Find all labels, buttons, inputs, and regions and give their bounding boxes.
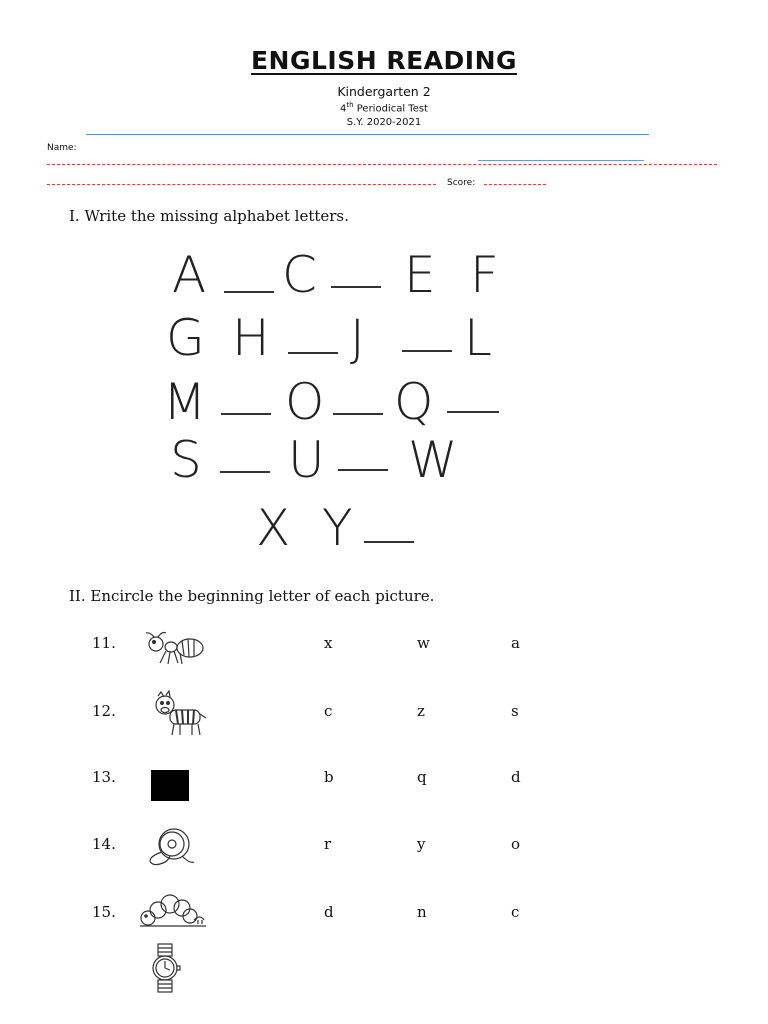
- letter-l: L: [464, 309, 492, 367]
- name-label: Name:: [47, 143, 77, 153]
- blank-k[interactable]: [402, 350, 452, 352]
- letter-e: E: [404, 246, 436, 304]
- blank-b[interactable]: [224, 291, 274, 293]
- section1-instruction: I. Write the missing alphabet letters.: [69, 207, 349, 225]
- option-letter[interactable]: d: [511, 768, 521, 786]
- blank-d[interactable]: [331, 286, 381, 288]
- item-number: 14.: [92, 835, 116, 853]
- item-number: 13.: [92, 768, 116, 786]
- option-letter[interactable]: w: [417, 634, 430, 652]
- option-letter[interactable]: x: [324, 634, 333, 652]
- caterpillar-icon: [136, 890, 210, 932]
- score-label: Score:: [447, 178, 476, 188]
- letter-y: Y: [322, 499, 353, 557]
- blank-r[interactable]: [447, 411, 499, 413]
- name-underline: [478, 160, 644, 161]
- letter-q: Q: [394, 373, 434, 431]
- page-title: ENGLISH READING: [250, 46, 518, 75]
- blank-t[interactable]: [220, 471, 270, 473]
- option-letter[interactable]: r: [324, 835, 332, 853]
- score-line[interactable]: [484, 184, 546, 185]
- letter-f: F: [470, 246, 499, 304]
- letter-m: M: [163, 373, 207, 431]
- option-letter[interactable]: c: [511, 903, 520, 921]
- school-year: S.Y. 2020-2021: [346, 117, 422, 128]
- test-name: 4th Periodical Test: [340, 101, 428, 115]
- option-letter[interactable]: d: [324, 903, 334, 921]
- option-letter[interactable]: n: [417, 903, 427, 921]
- letter-s: S: [170, 431, 202, 489]
- letter-w: W: [408, 431, 458, 489]
- letter-g: G: [166, 309, 205, 367]
- option-letter[interactable]: b: [324, 768, 334, 786]
- separator-line: [47, 184, 436, 185]
- letter-a: A: [172, 246, 207, 304]
- name-line[interactable]: [47, 164, 717, 165]
- item-number: 11.: [92, 634, 116, 652]
- yoyo-icon: [146, 826, 198, 868]
- option-letter[interactable]: o: [511, 835, 521, 853]
- ant-icon: [140, 630, 206, 668]
- option-letter[interactable]: a: [511, 634, 520, 652]
- watch-icon: [148, 942, 182, 994]
- blank-n[interactable]: [221, 413, 271, 415]
- item-number: 15.: [92, 903, 116, 921]
- letter-c: C: [282, 246, 317, 304]
- letter-j: J: [350, 309, 365, 367]
- header-divider: [86, 134, 649, 135]
- section2-instruction: II. Encircle the beginning letter of each picture.: [69, 587, 435, 605]
- blank-p[interactable]: [333, 413, 383, 415]
- letter-u: U: [288, 431, 325, 489]
- blank-z[interactable]: [364, 541, 414, 543]
- grade-level: Kindergarten 2: [337, 84, 431, 99]
- letter-h: H: [232, 309, 270, 367]
- blank-i[interactable]: [288, 352, 338, 354]
- letter-o: O: [285, 373, 325, 431]
- option-letter[interactable]: c: [324, 702, 333, 720]
- item-number: 12.: [92, 702, 116, 720]
- option-letter[interactable]: q: [417, 768, 427, 786]
- option-letter[interactable]: z: [417, 702, 425, 720]
- black-box-icon: [151, 770, 189, 801]
- letter-x: X: [256, 499, 291, 557]
- zebra-icon: [152, 690, 208, 738]
- option-letter[interactable]: y: [417, 835, 426, 853]
- blank-v[interactable]: [338, 469, 388, 471]
- option-letter[interactable]: s: [511, 702, 519, 720]
